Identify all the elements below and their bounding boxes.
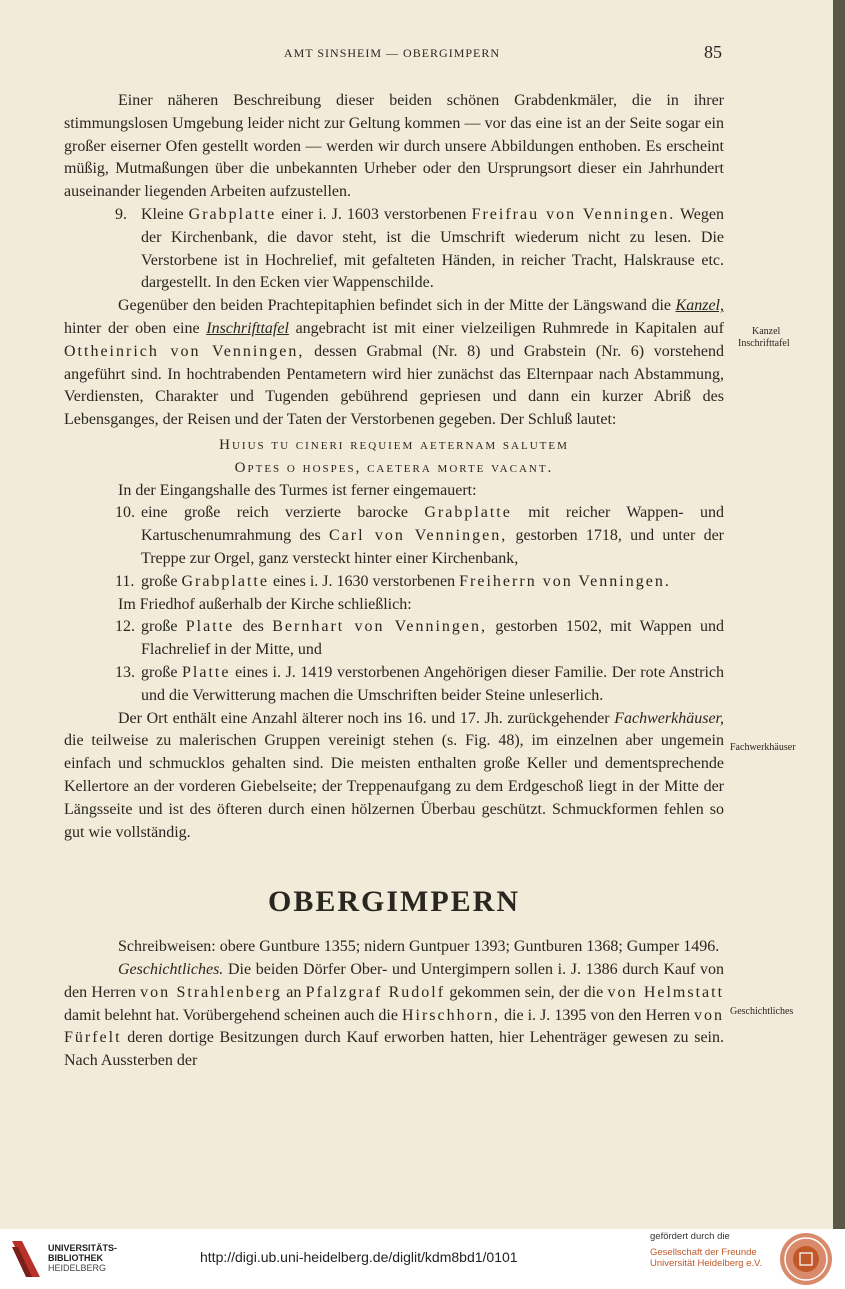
sponsor-block xyxy=(650,1231,775,1269)
item-number: 13. xyxy=(115,663,135,681)
paragraph: In der Eingangshalle des Turmes ist ferner eingemauert: xyxy=(118,481,477,499)
library-name-line: HEIDELBERG xyxy=(48,1263,107,1273)
text-run: eines i. J. 1630 verstorbenen xyxy=(268,572,460,590)
text-run: hinter der oben eine xyxy=(64,319,207,337)
spaced-term: Freiherrn von Venningen. xyxy=(459,572,671,590)
spaced-term: von Helmstatt xyxy=(607,983,725,1001)
item-number: 10. xyxy=(115,504,135,522)
inscription-line: Huius tu cineri requiem aeternam salutem xyxy=(219,436,569,453)
text-run: Gegenüber den beiden Prachtepitaphien befindet sich in der Mitte der Längswand die xyxy=(118,297,676,315)
inscription-line: Optes o hospes, caetera morte vacant. xyxy=(234,459,554,476)
running-head xyxy=(62,44,722,64)
page-number: 85 xyxy=(704,42,722,62)
item-number: 12. xyxy=(115,618,135,636)
list-item-10 xyxy=(64,502,724,570)
spaced-term: Freifrau von Venningen. xyxy=(471,205,676,223)
sponsor-org[interactable] xyxy=(650,1247,775,1269)
text-run: gestorben 1502, mit Wappen und Flachrelief in der Mitte, und xyxy=(141,618,725,659)
sponsor-label: gefördert durch die xyxy=(650,1231,730,1242)
text-run: deren dortige Besitzungen durch Kauf erworben hatten, hier Lehenträger gewesen zu sein. Nach Aussterben der xyxy=(64,1029,724,1070)
text-run: Die beiden Dörfer Ober- und Untergimpern sollen i. J. 1386 durch Kauf von den Herren xyxy=(64,961,724,1001)
margin-note-geschichtliches: Geschichtliches xyxy=(730,1006,794,1017)
list-item-13 xyxy=(64,662,724,708)
text-run: angebracht ist mit einer vielzeiligen Ruhmrede in Kapitalen auf xyxy=(288,319,724,337)
library-name-line: BIBLIOTHEK xyxy=(48,1253,103,1263)
text-run: gestorben 1718, und unter der Treppe zur Orgel, ganz versteckt hinter einer Kirchenbank, xyxy=(141,527,724,567)
emphasis: Kanzel, xyxy=(675,297,724,315)
text-run: des xyxy=(234,618,273,636)
emphasis: Geschichtliches. xyxy=(118,961,224,979)
text-run: Kleine xyxy=(141,205,189,223)
spaced-term: Grabplatte xyxy=(188,205,277,223)
library-name-line: UNIVERSITÄTS- xyxy=(48,1243,118,1253)
text-run: die i. J. 1395 von den Herren xyxy=(499,1006,695,1024)
permalink-url[interactable]: http://digi.ub.uni-heidelberg.de/diglit/kdm8bd1/0101 xyxy=(200,1249,518,1265)
paragraph xyxy=(64,295,724,432)
paragraph xyxy=(64,708,724,845)
paragraph: Einer näheren Beschreibung dieser beiden schönen Grabdenkmäler, die in ihrer stimmungslosen Umgebung leider nicht zur Geltung kommen — vor das eine ist an der Seite sogar ein großer eiserner Ofen gestellt worden — werden wir durch unsere Abbildungen enthoben. Es erscheint müßig, Mutmaßungen über die unbekannten Urheber oder den Ursprungsort dieser ein Jahrhundert auseinander liegenden Arbeiten aufzustellen. xyxy=(64,92,724,201)
margin-note-inschrifttafel: Inschrifttafel xyxy=(738,338,790,349)
spaced-term: Hirschhorn, xyxy=(401,1006,500,1024)
list-item-9 xyxy=(64,204,724,295)
spaced-term: von Fürfelt xyxy=(64,1006,725,1047)
running-title: AMT SINSHEIM — OBERGIMPERN xyxy=(283,46,501,60)
spaced-term: Carl von Venningen, xyxy=(329,527,508,545)
paragraph xyxy=(64,959,724,1073)
text-run: an xyxy=(281,983,306,1001)
list-item-12 xyxy=(64,616,724,662)
sponsor-org-line: Universität Heidelberg e.V. xyxy=(650,1258,763,1269)
text-run: Der Ort enthält eine Anzahl älterer noch ins 16. und 17. Jh. zurückgehender xyxy=(118,709,615,727)
spaced-term: Grabplatte xyxy=(424,504,512,522)
text-run: große xyxy=(141,663,183,681)
spaced-term: Grabplatte xyxy=(181,572,269,590)
university-library-logo-icon[interactable] xyxy=(8,1237,44,1281)
list-item-11 xyxy=(64,571,724,594)
margin-note-kanzel: Kanzel xyxy=(752,326,781,337)
spaced-term: Pfalzgraf Rudolf xyxy=(305,983,446,1001)
text-run: eines i. J. 1419 verstorbenen Angehörigen dieser Familie. Der rote Anstrich und die Verwitterung machen die Umschriften beider Steine unleserlich. xyxy=(141,663,724,704)
item-number: 11. xyxy=(115,572,135,590)
sponsor-org-line: Gesellschaft der Freunde xyxy=(650,1247,757,1258)
text-run: gekommen sein, der die xyxy=(445,983,608,1001)
text-run: große xyxy=(141,618,186,636)
spaced-term: Platte xyxy=(182,663,231,681)
university-seal-icon xyxy=(778,1231,834,1287)
text-run: einer i. J. 1603 verstorbenen xyxy=(276,205,472,223)
item-number: 9. xyxy=(115,205,127,223)
viewer-footer xyxy=(0,1229,845,1289)
spaced-term: Ottheinrich von Venningen, xyxy=(64,342,305,360)
emphasis: Fachwerkhäuser, xyxy=(614,709,724,727)
spaced-term: von Strahlenberg xyxy=(140,983,282,1001)
text-run: damit belehnt hat. Vorübergehend scheinen auch die xyxy=(64,1006,402,1024)
margin-note-fachwerk: Fachwerkhäuser xyxy=(730,742,796,753)
text-run: dessen Grabmal (Nr. 8) und Grabstein (Nr. 6) vorstehend angeführt sind. In hochtrabenden Pentametern wird hier zunächst das Elternpaar nach Abstammung, Verdiensten, Charakter und Tugenden gebührend gepriesen und dann ein kurzer Abriß des Lebensganges, der Reisen und der Taten der Verstorbenen gegeben. Der Schluß lautet: xyxy=(64,342,724,429)
emphasis: Inschrifttafel xyxy=(206,319,289,337)
paragraph: Schreibweisen: obere Guntbure 1355; nidern Guntpuer 1393; Guntburen 1368; Gumper 1496. xyxy=(118,938,720,956)
text-run: große xyxy=(141,572,182,590)
text-run: mit reicher Wappen- und Kartuschenumrahmung des xyxy=(141,504,725,545)
body-text xyxy=(64,90,724,1073)
spaced-term: Bernhart von Venningen, xyxy=(272,618,488,636)
text-run: eine große reich verzierte barocke xyxy=(141,504,425,522)
library-name xyxy=(48,1243,117,1273)
text-run: Wegen der Kirchenbank, die davor steht, ist die Umschrift wiederum nicht zu lesen. Die Verstorbene ist in Hochrelief, mit gefalteten Händen, in reicher Tracht, Halskrause etc. dargestellt. In den Ecken vier Wappenschilde. xyxy=(141,205,725,292)
paragraph: Im Friedhof außerhalb der Kirche schließlich: xyxy=(118,595,412,613)
text-run: die teilweise zu malerischen Gruppen vereinigt stehen (s. Fig. 48), im einzelnen aber ungemein einfach und schmucklos gehalten sind. Die meisten enthalten große Keller und dementsprechende Kellertore an der vorderen Giebelseite; der Treppenaufgang zu dem Erdgeschoß liegt in der Mitte der Längsseite und ist des öfteren durch einen hölzernen Überbau geschützt. Schmuckformen fehlen so gut wie vollständig. xyxy=(64,732,724,841)
section-heading: OBERGIMPERN xyxy=(267,885,520,919)
spaced-term: Platte xyxy=(185,618,235,636)
page-edge xyxy=(833,0,845,1229)
